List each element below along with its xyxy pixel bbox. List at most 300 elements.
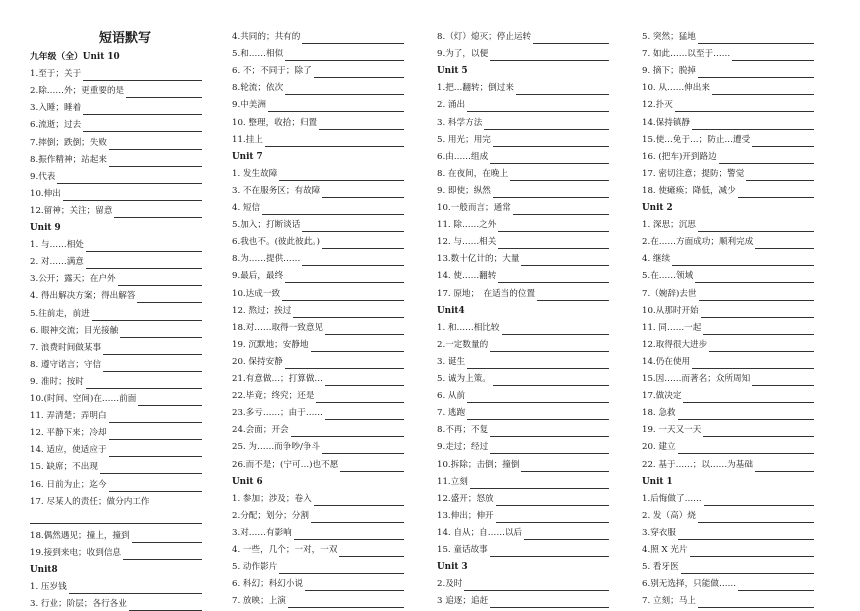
answer-blank[interactable] xyxy=(123,549,202,560)
answer-blank[interactable] xyxy=(316,392,404,403)
phrase-prompt: 14. 适应，使适应于 xyxy=(30,445,107,456)
phrase-prompt: 14. 自从；自……以后 xyxy=(437,527,523,538)
phrase-prompt: 10. 从……伸出来 xyxy=(642,83,710,94)
phrase-prompt: 2.分配；划分；分割 xyxy=(232,510,309,521)
answer-blank[interactable] xyxy=(746,170,814,181)
phrase-prompt: 23.多亏……；由于…… xyxy=(232,408,324,419)
answer-blank[interactable] xyxy=(120,327,202,338)
phrase-item xyxy=(232,287,422,301)
phrase-prompt: 19. 沉默地；安静地 xyxy=(232,339,309,350)
phrase-item xyxy=(30,443,220,457)
phrase-item xyxy=(437,509,627,523)
phrase-prompt: 6.由……组成 xyxy=(437,151,489,162)
answer-blank[interactable] xyxy=(265,136,404,147)
phrase-item xyxy=(642,116,832,130)
phrase-item xyxy=(30,358,220,372)
answer-blank[interactable] xyxy=(698,33,814,44)
answer-blank[interactable] xyxy=(467,101,609,112)
phrase-prompt: 9. 摘下；脱掉 xyxy=(642,66,696,77)
answer-blank[interactable] xyxy=(698,221,814,232)
answer-blank[interactable] xyxy=(129,600,202,611)
phrase-item xyxy=(232,406,422,420)
unit-heading xyxy=(437,560,627,574)
unit-heading xyxy=(232,475,422,489)
unit-heading-label: Unit 1 xyxy=(642,476,673,487)
phrase-prompt: 1. 与……相处 xyxy=(30,240,84,251)
phrase-item xyxy=(30,118,220,132)
answer-blank[interactable] xyxy=(103,361,202,372)
unit-heading xyxy=(437,64,627,78)
answer-blank[interactable] xyxy=(681,563,814,574)
phrase-item xyxy=(232,201,422,215)
phrase-item xyxy=(30,409,220,423)
phrase-prompt: 17. 密切注意；提防；警觉 xyxy=(642,168,745,179)
unit-heading-label: Unit4 xyxy=(437,305,465,316)
answer-blank[interactable] xyxy=(467,392,609,403)
phrase-prompt: 8. 在夜间，在晚上 xyxy=(437,168,509,179)
phrase-item xyxy=(642,304,832,318)
phrase-prompt: 8.（灯）熄灭；停止运转 xyxy=(437,32,532,42)
phrase-prompt: 1. 参加；涉及；卷入 xyxy=(232,493,312,504)
phrase-prompt: 18.对……取得一致意见 xyxy=(232,322,324,333)
answer-blank[interactable] xyxy=(467,409,609,420)
phrase-item xyxy=(30,324,220,338)
answer-blank[interactable] xyxy=(496,495,609,506)
phrase-prompt: 7.（婉辞)去世 xyxy=(642,288,697,299)
answer-blank[interactable] xyxy=(703,324,814,335)
answer-blank[interactable] xyxy=(109,412,202,423)
answer-blank[interactable] xyxy=(672,255,814,266)
phrase-item xyxy=(232,594,422,608)
phrase-prompt: 3.对……有影响 xyxy=(232,527,292,538)
phrase-prompt: 14. 使……翻转 xyxy=(437,271,497,282)
phrase-prompt: 7. 放映；上演 xyxy=(232,596,286,607)
phrase-item xyxy=(642,372,832,386)
phrase-item xyxy=(232,577,422,591)
phrase-item xyxy=(642,526,832,540)
phrase-item xyxy=(642,338,832,352)
phrase-prompt: 6. 从前 xyxy=(437,391,466,402)
answer-blank[interactable] xyxy=(83,121,202,132)
phrase-prompt: 9.走过；经过 xyxy=(437,442,489,453)
answer-blank[interactable] xyxy=(322,443,404,454)
answer-blank[interactable] xyxy=(302,221,404,232)
phrase-item xyxy=(437,389,627,403)
phrase-item xyxy=(642,560,832,574)
phrase-item xyxy=(30,426,220,440)
phrase-prompt: 11. 同……一起 xyxy=(642,322,702,333)
phrase-item xyxy=(437,167,627,181)
answer-blank[interactable] xyxy=(496,512,609,523)
phrase-prompt: 3. 科学方法 xyxy=(437,117,483,128)
answer-blank[interactable] xyxy=(285,84,404,95)
phrase-prompt: 11. 除……之外 xyxy=(437,220,497,231)
answer-blank[interactable] xyxy=(30,522,202,524)
answer-blank[interactable] xyxy=(490,546,609,557)
phrase-prompt: 9. 即使；纵然 xyxy=(437,185,491,196)
phrase-item xyxy=(232,458,422,472)
answer-blank[interactable] xyxy=(510,170,609,181)
answer-blank[interactable] xyxy=(490,443,609,454)
answer-blank[interactable] xyxy=(502,324,610,335)
answer-blank[interactable] xyxy=(699,290,814,301)
answer-blank[interactable] xyxy=(86,258,202,269)
answer-blank[interactable] xyxy=(109,429,202,440)
phrase-item xyxy=(30,307,220,321)
phrase-item xyxy=(232,47,422,61)
phrase-item xyxy=(642,235,832,249)
answer-blank[interactable] xyxy=(738,187,814,198)
unit-heading xyxy=(642,201,832,215)
answer-blank[interactable] xyxy=(675,101,814,112)
phrase-prompt: 20. 保持安静 xyxy=(232,356,283,367)
answer-blank[interactable] xyxy=(69,583,202,594)
answer-blank[interactable] xyxy=(755,238,814,249)
answer-blank[interactable] xyxy=(57,173,202,184)
phrase-item xyxy=(232,440,422,454)
phrase-item xyxy=(232,389,422,403)
answer-blank[interactable] xyxy=(698,512,814,523)
phrase-prompt: 9.中美洲 xyxy=(232,100,266,111)
phrase-prompt: 1.至于；关于 xyxy=(30,69,82,80)
answer-blank[interactable] xyxy=(109,139,202,150)
answer-blank[interactable] xyxy=(302,255,404,266)
answer-blank[interactable] xyxy=(109,446,202,457)
phrase-item xyxy=(437,287,627,301)
answer-blank[interactable] xyxy=(521,461,609,472)
phrase-item xyxy=(437,133,627,147)
answer-blank[interactable] xyxy=(285,50,404,61)
phrase-item xyxy=(232,543,422,557)
phrase-item xyxy=(437,355,627,369)
answer-blank[interactable] xyxy=(695,272,814,283)
phrase-prompt: 3. 不在服务区；有故障 xyxy=(232,185,321,196)
unit-heading-label: Unit8 xyxy=(30,565,58,575)
answer-blank[interactable] xyxy=(314,495,404,506)
phrase-prompt: 16. (把车)开到路边 xyxy=(642,151,717,162)
answer-blank[interactable] xyxy=(755,461,814,472)
phrase-prompt: 4. 继续 xyxy=(642,254,671,265)
answer-blank[interactable] xyxy=(319,119,404,130)
phrase-item xyxy=(232,492,422,506)
answer-blank[interactable] xyxy=(100,463,202,474)
phrase-item xyxy=(30,478,220,492)
phrase-item xyxy=(232,355,422,369)
phrase-prompt: 7.摔倒；跌倒；失败 xyxy=(30,137,107,148)
answer-blank[interactable] xyxy=(83,104,202,115)
phrase-prompt: 1. 深思；沉思 xyxy=(642,220,696,231)
answer-blank[interactable] xyxy=(524,529,609,540)
phrase-item xyxy=(232,338,422,352)
answer-blank[interactable] xyxy=(513,204,609,215)
phrase-prompt: 17.做决定 xyxy=(642,391,682,402)
phrase-prompt: 10.伸出 xyxy=(30,188,61,199)
phrase-prompt: 2. 对……满意 xyxy=(30,257,84,268)
answer-blank[interactable] xyxy=(132,532,202,543)
phrase-prompt: 25. 为……而争吵/争斗 xyxy=(232,442,321,453)
phrase-item xyxy=(437,492,627,506)
answer-blank[interactable] xyxy=(678,409,814,420)
answer-blank[interactable] xyxy=(683,392,814,403)
phrase-prompt: 13.数十亿计的；大量 xyxy=(437,254,520,265)
answer-blank[interactable] xyxy=(533,33,609,44)
answer-blank[interactable] xyxy=(752,375,814,386)
answer-blank[interactable] xyxy=(690,546,814,557)
answer-blank[interactable] xyxy=(340,461,404,472)
answer-blank[interactable] xyxy=(339,546,404,557)
answer-blank[interactable] xyxy=(137,292,202,303)
phrase-item xyxy=(30,597,220,611)
answer-blank[interactable] xyxy=(314,67,404,78)
answer-blank[interactable] xyxy=(498,272,609,283)
phrase-prompt: 8. 遵守诺言；守信 xyxy=(30,359,102,370)
page-title: 短语默写 xyxy=(98,31,151,46)
answer-blank[interactable] xyxy=(322,238,404,249)
answer-blank[interactable] xyxy=(692,119,814,130)
answer-blank[interactable] xyxy=(86,241,202,252)
answer-blank[interactable] xyxy=(302,33,404,44)
phrase-item xyxy=(437,116,627,130)
answer-blank[interactable] xyxy=(493,136,609,147)
phrase-item xyxy=(642,594,832,608)
answer-blank[interactable] xyxy=(311,512,404,523)
answer-blank[interactable] xyxy=(470,478,609,489)
phrase-prompt: 11.挂上 xyxy=(232,134,263,145)
phrase-item xyxy=(642,423,832,437)
phrase-item xyxy=(232,526,422,540)
answer-blank[interactable] xyxy=(138,395,202,406)
phrase-item xyxy=(642,492,832,506)
phrase-item xyxy=(30,272,220,286)
phrase-item xyxy=(30,546,220,560)
answer-blank[interactable] xyxy=(484,119,609,130)
phrase-prompt: 6. 眼神交流；目光接触 xyxy=(30,325,119,336)
phrase-prompt: 5.在……领域 xyxy=(642,271,694,282)
answer-blank[interactable] xyxy=(293,307,404,318)
phrase-prompt: 10.达成一致 xyxy=(232,288,281,299)
phrase-prompt: 5.加入；打断谈话 xyxy=(232,220,301,231)
answer-blank[interactable] xyxy=(490,341,609,352)
phrase-item xyxy=(30,153,220,167)
answer-blank[interactable] xyxy=(709,341,814,352)
answer-blank[interactable] xyxy=(285,272,404,283)
answer-blank[interactable] xyxy=(678,443,814,454)
answer-blank[interactable] xyxy=(704,495,814,506)
answer-blank[interactable] xyxy=(103,344,202,355)
phrase-prompt: 4.共同的；共有的 xyxy=(232,32,301,42)
phrase-prompt: 6. 不；不同于；除了 xyxy=(232,66,312,77)
phrase-item xyxy=(437,440,627,454)
phrase-prompt: 20. 建立 xyxy=(642,442,676,453)
phrase-item xyxy=(232,509,422,523)
phrase-prompt: 3 追逐；追赶 xyxy=(437,596,489,607)
answer-blank[interactable] xyxy=(83,70,202,81)
phrase-item xyxy=(642,150,832,164)
phrase-prompt: 1. 压岁钱 xyxy=(30,582,67,593)
answer-blank[interactable] xyxy=(493,375,609,386)
phrase-prompt: 14.仍在使用 xyxy=(642,356,691,367)
phrase-item xyxy=(232,98,422,112)
phrase-item xyxy=(30,136,220,150)
answer-blank[interactable] xyxy=(325,324,404,335)
answer-blank[interactable] xyxy=(493,187,609,198)
phrase-prompt: 2. 发（高）烧 xyxy=(642,510,696,521)
answer-blank[interactable] xyxy=(516,84,609,95)
phrase-item xyxy=(232,167,422,181)
phrase-prompt: 3.公开；露天；在户外 xyxy=(30,274,116,285)
phrase-prompt: 7. 如此……以至于…… xyxy=(642,49,731,60)
answer-blank[interactable] xyxy=(279,563,404,574)
phrase-prompt: 9.最后，最终 xyxy=(232,271,284,282)
unit-heading xyxy=(30,221,220,235)
phrase-prompt: 19.接到来电；收到信息 xyxy=(30,547,122,558)
answer-blank[interactable] xyxy=(92,310,202,321)
phrase-prompt: 18.偶然遇见；撞上，撞到 xyxy=(30,530,130,541)
phrase-prompt: 7. 立刻；马上 xyxy=(642,596,696,607)
answer-blank[interactable] xyxy=(294,529,404,540)
phrase-prompt: 10.(时间、空间)在……前面 xyxy=(30,394,137,404)
phrase-item xyxy=(437,526,627,540)
phrase-prompt: 2. 涌出 xyxy=(437,100,466,111)
phrase-prompt: 2.一定数量的 xyxy=(437,339,489,350)
phrase-item xyxy=(30,84,220,98)
answer-blank[interactable] xyxy=(325,375,404,386)
answer-blank[interactable] xyxy=(109,156,202,167)
phrase-item xyxy=(232,560,422,574)
answer-blank[interactable] xyxy=(678,529,814,540)
phrase-item xyxy=(232,133,422,147)
phrase-item xyxy=(437,218,627,232)
phrase-item xyxy=(232,64,422,78)
answer-blank[interactable] xyxy=(467,358,609,369)
answer-blank[interactable] xyxy=(752,136,814,147)
phrase-item xyxy=(30,67,220,81)
phrase-item xyxy=(30,375,220,389)
answer-blank[interactable] xyxy=(521,255,609,266)
phrase-item xyxy=(30,460,220,474)
answer-blank[interactable] xyxy=(109,481,202,492)
phrase-prompt: 5. 突然；猛地 xyxy=(642,32,696,42)
phrase-item xyxy=(232,321,422,335)
phrase-prompt: 3.入睡；睡着 xyxy=(30,103,82,114)
phrase-item xyxy=(642,81,832,95)
phrase-item xyxy=(437,406,627,420)
phrase-item xyxy=(642,252,832,266)
answer-blank[interactable] xyxy=(285,358,404,369)
answer-blank[interactable] xyxy=(268,101,404,112)
phrase-prompt: 8.振作精神；站起来 xyxy=(30,154,107,165)
phrase-prompt: 5. 诚为上策。 xyxy=(437,374,491,384)
answer-blank[interactable] xyxy=(498,238,609,249)
phrase-prompt: 1.把…翻转；倒过来 xyxy=(437,83,514,94)
unit-heading xyxy=(232,150,422,164)
answer-blank[interactable] xyxy=(703,426,814,437)
phrase-item xyxy=(437,81,627,95)
phrase-item xyxy=(30,255,220,269)
phrase-item xyxy=(642,133,832,147)
phrase-item xyxy=(232,184,422,198)
phrase-item xyxy=(642,98,832,112)
phrase-prompt: 5. 用光；用完 xyxy=(437,134,491,145)
answer-blank[interactable] xyxy=(498,221,609,232)
phrase-item xyxy=(437,577,627,591)
answer-blank[interactable] xyxy=(282,290,404,301)
phrase-item xyxy=(437,594,627,608)
phrase-prompt: 10. 整理，收拾；归置 xyxy=(232,117,318,128)
phrase-item xyxy=(642,64,832,78)
answer-blank[interactable] xyxy=(712,84,814,95)
answer-blank[interactable] xyxy=(738,580,814,591)
phrase-prompt: 5. 动作影片 xyxy=(232,562,278,573)
phrase-item xyxy=(437,475,627,489)
answer-blank[interactable] xyxy=(322,187,404,198)
answer-blank[interactable] xyxy=(86,378,202,389)
answer-blank[interactable] xyxy=(114,207,202,218)
phrase-prompt: 15. 缺席；不出现 xyxy=(30,462,98,473)
phrase-prompt: 12. 与……相关 xyxy=(437,237,497,248)
answer-blank[interactable] xyxy=(291,426,404,437)
answer-blank[interactable] xyxy=(325,409,404,420)
answer-blank[interactable] xyxy=(118,275,202,286)
phrase-item xyxy=(642,321,832,335)
answer-blank[interactable] xyxy=(464,580,609,591)
answer-blank[interactable] xyxy=(311,341,404,352)
phrase-prompt: 18. 使瘫痪；降低，减少 xyxy=(642,185,736,196)
answer-blank[interactable] xyxy=(701,307,814,318)
phrase-item xyxy=(437,458,627,472)
phrase-prompt: 16. 日前为止；迄今 xyxy=(30,479,107,490)
answer-blank[interactable] xyxy=(63,190,202,201)
phrase-item xyxy=(437,184,627,198)
phrase-prompt: 1.后悔做了…… xyxy=(642,493,702,504)
answer-blank[interactable] xyxy=(279,170,404,181)
phrase-item xyxy=(642,577,832,591)
phrase-prompt: 12.扑灭 xyxy=(642,100,673,111)
answer-blank[interactable] xyxy=(719,153,814,164)
answer-blank[interactable] xyxy=(732,50,814,61)
phrase-prompt: 3. 诞生 xyxy=(437,356,466,367)
answer-blank[interactable] xyxy=(126,87,202,98)
answer-blank[interactable] xyxy=(490,50,609,61)
phrase-item xyxy=(437,338,627,352)
answer-blank[interactable] xyxy=(698,67,814,78)
phrase-prompt: 19. 一天又一天 xyxy=(642,425,702,436)
phrase-item xyxy=(232,423,422,437)
phrase-item xyxy=(30,495,220,509)
phrase-prompt: 14.保持镇静 xyxy=(642,117,691,128)
phrase-item xyxy=(437,321,627,335)
answer-blank[interactable] xyxy=(262,204,404,215)
phrase-prompt: 22.毕竟；终究；还是 xyxy=(232,391,315,402)
unit-heading-label: Unit 2 xyxy=(642,203,673,213)
answer-blank[interactable] xyxy=(490,426,609,437)
phrase-item xyxy=(642,458,832,472)
answer-blank[interactable] xyxy=(305,580,404,591)
phrase-prompt: 3. 行业；阶层；各行各业 xyxy=(30,599,127,610)
phrase-prompt: 7. 浪费时间做某事 xyxy=(30,342,102,353)
answer-blank[interactable] xyxy=(490,153,609,164)
unit-heading-label: Unit 3 xyxy=(437,562,468,573)
phrase-item xyxy=(232,81,422,95)
unit-heading-label: Unit 6 xyxy=(232,476,263,487)
phrase-prompt: 12. 熬过；挨过 xyxy=(232,305,292,316)
answer-blank[interactable] xyxy=(692,358,814,369)
phrase-prompt: 10.一般而言；通常 xyxy=(437,203,511,213)
phrase-item xyxy=(642,509,832,523)
phrase-prompt: 22. 基于……；以……为基础 xyxy=(642,459,753,470)
phrase-prompt: 6.流逝；过去 xyxy=(30,120,82,131)
answer-blank[interactable] xyxy=(537,290,609,301)
